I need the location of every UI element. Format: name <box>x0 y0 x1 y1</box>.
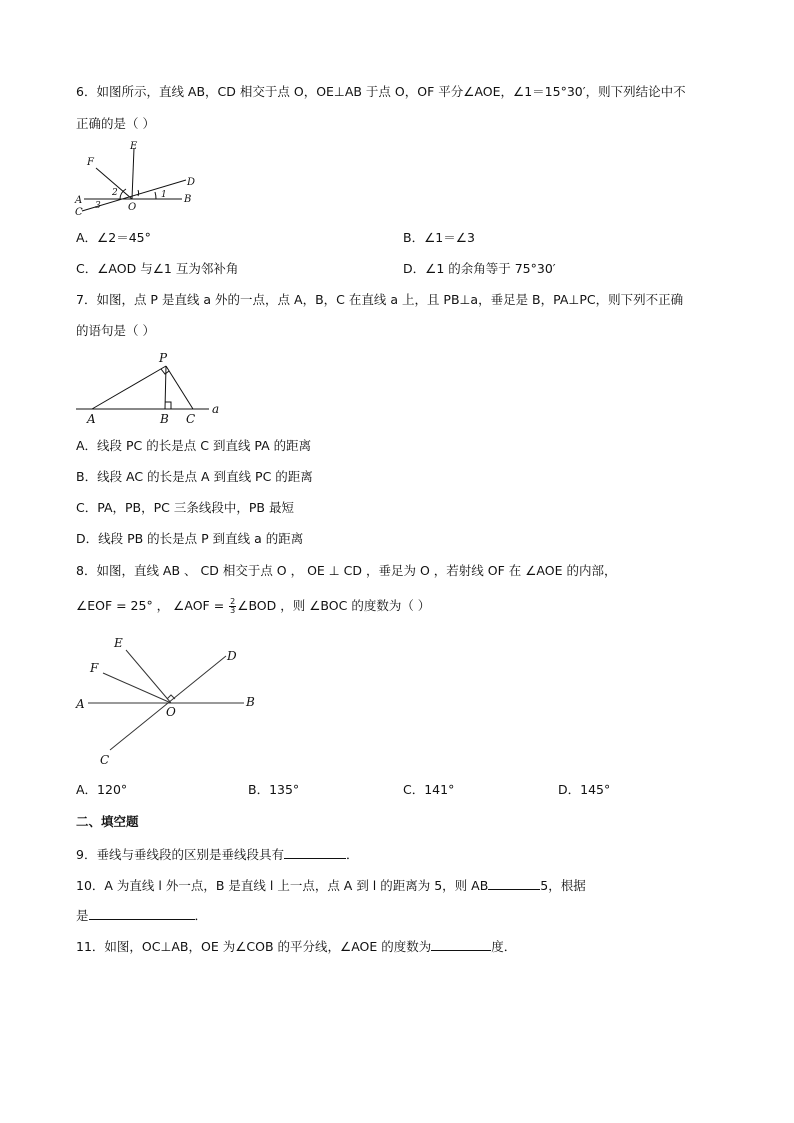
q6-label-f: F <box>87 157 94 168</box>
q7-option-d[interactable]: D．线段 PB 的长是点 P 到直线 a 的距离 <box>76 531 304 546</box>
q8-label-o: O <box>166 705 176 719</box>
q10-answer-blank-1[interactable] <box>488 876 540 890</box>
q10-text: 10．A 为直线 l 外一点，B 是直线 l 上一点，点 A 到 l 的距离为 5，则 AB <box>76 878 489 893</box>
q7-option-a[interactable]: A．线段 PC 的长是点 C 到直线 PA 的距离 <box>76 438 312 453</box>
q7-stem-line2: 的语句是（ ） <box>76 323 155 338</box>
q6-label-o: O <box>128 202 137 213</box>
q7-option-b[interactable]: B．线段 AC 的长是点 A 到直线 PC 的距离 <box>76 469 313 484</box>
q6-label-c: C <box>75 207 83 218</box>
q8-stem-line2 <box>76 598 430 615</box>
q6-label-d: D <box>187 177 196 188</box>
q6-label-e: E <box>130 141 138 152</box>
q6-label-b: B <box>184 194 192 205</box>
q8-option-c[interactable]: C．141° <box>403 782 455 797</box>
q7-option-c[interactable]: C．PA，PB，PC 三条线段中，PB 最短 <box>76 500 294 515</box>
q6-stem-line2: 正确的是（ ） <box>76 116 155 131</box>
q6-label-1: 1 <box>161 190 167 200</box>
q10-text-3: 是 <box>76 908 89 923</box>
q6-figure <box>74 138 214 218</box>
q7-label-c: C <box>186 412 196 426</box>
q7-figure <box>74 347 234 427</box>
q8-label-e: E <box>114 636 123 650</box>
q6-stem-line1: 6．如图所示，直线 AB，CD 相交于点 O，OE⊥AB 于点 O，OF 平分∠AOE，∠1＝15°30′，则下列结论中不 <box>76 84 686 99</box>
q8-option-b[interactable]: B．135° <box>248 782 300 797</box>
q9-text: 9．垂线与垂线段的区别是垂线段具有 <box>76 847 284 862</box>
q9-line <box>76 845 358 863</box>
q8-fraction <box>229 598 236 615</box>
q8-label-c: C <box>100 753 110 767</box>
q10-line1 <box>76 876 586 894</box>
q8-label-a: A <box>76 697 85 711</box>
q8-right-angle-o <box>167 695 175 699</box>
q9-answer-blank[interactable] <box>284 845 346 859</box>
q7-segment-pa <box>92 366 166 409</box>
q8-fraction-denominator: 3 <box>230 606 236 615</box>
q10-text-2: 5，根据 <box>540 878 586 893</box>
q11-text: 11．如图，OC⊥AB，OE 为∠COB 的平分线，∠AOE 的度数为 <box>76 939 432 954</box>
q8-stem-line1: 8．如图，直线 AB 、 CD 相交于点 O ， OE ⊥ CD ，垂足为 O ，若射线 OF 在 ∠AOE 的内部， <box>76 563 617 578</box>
section-fill-in-title: 二、填空题 <box>76 814 139 829</box>
q7-label-p: P <box>159 351 168 365</box>
q8-figure <box>74 630 274 770</box>
q8-option-d[interactable]: D．145° <box>558 782 611 797</box>
q8-stem-line2-part2: ∠BOD ，则 ∠BOC 的度数为（ ） <box>237 598 431 613</box>
q6-option-d[interactable]: D．∠1 的余角等于 75°30′ <box>403 261 556 276</box>
q10-answer-blank-2[interactable] <box>89 906 195 920</box>
q8-fraction-numerator: 2 <box>230 597 236 606</box>
q7-right-angle-b <box>165 402 171 409</box>
q8-label-f: F <box>90 661 99 675</box>
q7-label-b: B <box>160 412 169 426</box>
q7-label-line-a: a <box>212 402 220 416</box>
q8-ray-oe <box>126 650 171 703</box>
q6-ray-oe <box>132 148 134 199</box>
q6-option-a[interactable]: A．∠2＝45° <box>76 230 151 245</box>
q6-option-c[interactable]: C．∠AOD 与∠1 互为邻补角 <box>76 261 239 276</box>
q6-label-2: 2 <box>112 188 118 198</box>
q8-label-b: B <box>246 695 255 709</box>
q6-option-b[interactable]: B．∠1＝∠3 <box>403 230 475 245</box>
q11-answer-blank[interactable] <box>431 937 491 951</box>
q6-label-3: 3 <box>95 201 101 211</box>
q7-segment-pb <box>165 366 166 409</box>
q8-option-a[interactable]: A．120° <box>76 782 128 797</box>
q7-segment-pc <box>166 366 193 409</box>
q11-line <box>76 937 516 955</box>
q11-end: 度． <box>491 939 517 954</box>
q7-stem-line1: 7．如图，点 P 是直线 a 外的一点，点 A，B，C 在直线 a 上，且 PB⊥a，垂足是 B，PA⊥PC，则下列不正确 <box>76 292 684 307</box>
q8-stem-line2-part1: ∠EOF = 25° ， ∠AOF = <box>76 598 229 613</box>
q6-label-a: A <box>75 195 83 206</box>
q10-line2 <box>76 906 207 924</box>
q9-end: ． <box>345 847 359 862</box>
q10-end: ． <box>194 908 208 923</box>
q8-ray-of <box>103 673 171 703</box>
q8-label-d: D <box>227 649 237 663</box>
q7-label-a: A <box>87 412 96 426</box>
